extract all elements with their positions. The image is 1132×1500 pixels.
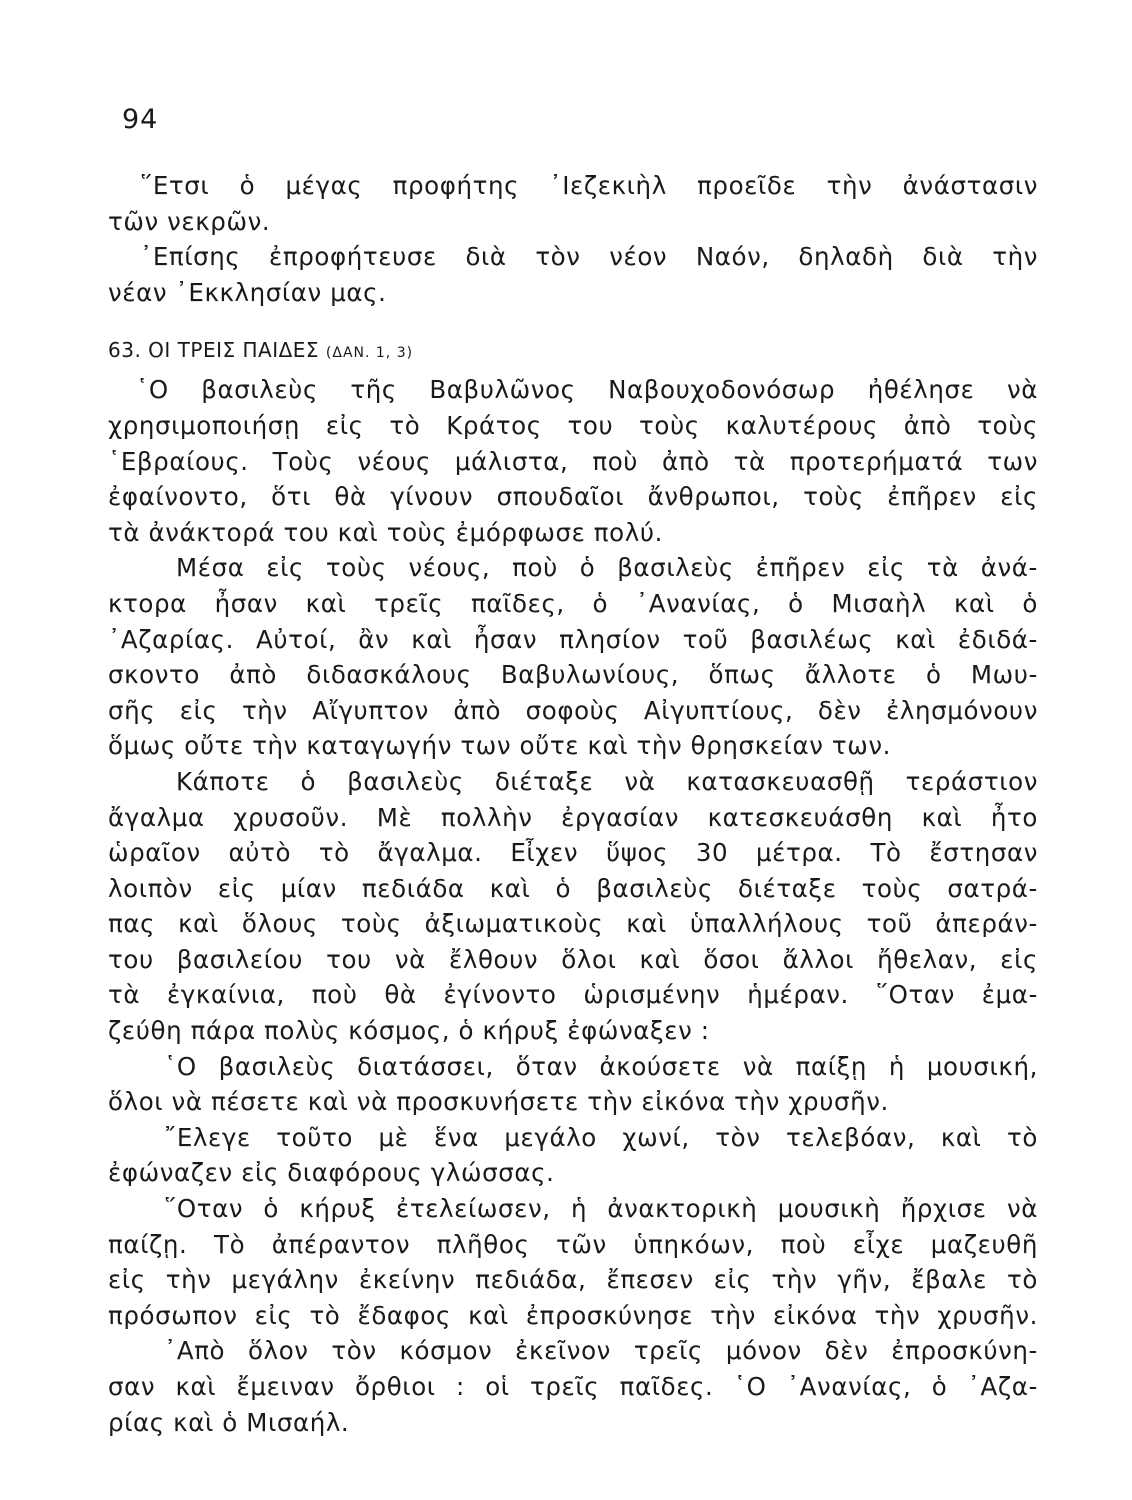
text-line: ᾿Αζαρίας. Αὐτοί, ἂν καὶ ἦσαν πλησίον τοῦ βασιλέως καὶ ἐδιδά- [108,624,1038,654]
text-line: ῞Ετσι ὁ μέγας προφήτης ᾿Ιεζεκιὴλ προεῖδε τὴν ἀνάστασιν [140,171,1038,200]
text-line: ῎Ελεγε τοῦτο μὲ ἕνα μεγάλο χωνί, τὸν τελεβόαν, καὶ τὸ [164,1122,1038,1152]
text-line: τὰ ἐγκαίνια, ποὺ θὰ ἐγίνοντο ὡρισμένην ἡμέραν. ῞Οταν ἐμα- [108,980,1038,1010]
text-line: ῾Ο βασιλεὺς διατάσσει, ὅταν ἀκούσετε νὰ παίξῃ ἡ μουσική, [164,1051,1038,1081]
text-line: ἐφαίνοντο, ὅτι θὰ γίνουν σπουδαῖοι ἄνθρωποι, τοὺς ἐπῆρεν εἰς [108,482,1038,512]
text-line: Κάποτε ὁ βασιλεὺς διέταξε νὰ κατασκευασθῇ τεράστιον [176,766,1038,796]
text-line: ῾Εβραίους. Τοὺς νέους μάλιστα, ποὺ ἀπὸ τὰ προτερήματά των [108,446,1038,476]
section-reference: (ΔΑΝ. 1, 3) [325,345,414,362]
text-line: τὰ ἀνάκτορά του καὶ τοὺς ἐμόρφωσε πολύ. [108,517,664,547]
text-line: ᾿Απὸ ὅλον τὸν κόσμον ἐκεῖνον τρεῖς μόνον δὲν ἐπροσκύνη- [164,1336,1038,1366]
text-line: ᾿Επίσης ἐπροφήτευσε διὰ τὸν νέον Ναόν, δηλαδὴ διὰ τὴν [140,242,1038,272]
text-line: Μέσα εἰς τοὺς νέους, ποὺ ὁ βασιλεὺς ἐπῆρεν εἰς τὰ ἀνά- [176,553,1038,583]
text-line: χρησιμοποιήσῃ εἰς τὸ Κράτος του τοὺς καλυτέρους ἀπὸ τοὺς [108,410,1038,440]
text-line: σκοντο ἀπὸ διδασκάλους Βαβυλωνίους, ὅπως ἄλλοτε ὁ Μωυ- [108,660,1038,690]
text-line: ὡραῖον αὐτὸ τὸ ἄγαλμα. Εἶχεν ὕψος 30 μέτρα. Τὸ ἔστησαν [108,838,1038,868]
text-line: λοιπὸν εἰς μίαν πεδιάδα καὶ ὁ βασιλεὺς διέταξε τοὺς σατρά- [108,873,1038,903]
text-line: ὅλοι νὰ πέσετε καὶ νὰ προσκυνήσετε τὴν εἰκόνα τὴν χρυσῆν. [108,1087,889,1117]
text-line: παίζῃ. Τὸ ἀπέραντον πλῆθος τῶν ὑπηκόων, ποὺ εἶχε μαζευθῆ [108,1229,1038,1259]
text-line: ζεύθη πάρα πολὺς κόσμος, ὁ κήρυξ ἐφώναξεν : [108,1016,710,1046]
text-line: ἐφώναζεν εἰς διαφόρους γλώσσας. [108,1158,555,1188]
text-line: νέαν ᾿Εκκλησίαν μας. [108,277,387,307]
section-heading [108,332,1038,368]
text-line: τῶν νεκρῶν. [108,206,271,236]
text-line: πας καὶ ὅλους τοὺς ἀξιωματικοὺς καὶ ὑπαλλήλους τοῦ ἀπεράν- [108,909,1038,939]
text-line: ἄγαλμα χρυσοῦν. Μὲ πολλὴν ἐργασίαν κατεσκευάσθη καὶ ἦτο [108,802,1038,832]
text-line: κτορα ἦσαν καὶ τρεῖς παῖδες, ὁ ᾿Ανανίας, ὁ Μισαὴλ καὶ ὁ [108,588,1038,618]
text-line: ὅμως οὔτε τὴν καταγωγήν των οὔτε καὶ τὴν θρησκείαν των. [108,731,892,761]
text-line: σαν καὶ ἔμειναν ὄρθιοι : οἱ τρεῖς παῖδες. ῾Ο ᾿Ανανίας, ὁ ᾿Αζα- [108,1372,1038,1401]
text-line: ῞Οταν ὁ κήρυξ ἐτελείωσεν, ἡ ἀνακτορικὴ μουσικὴ ἤρχισε νὰ [164,1194,1038,1224]
text-line: του βασιλείου του νὰ ἔλθουν ὅλοι καὶ ὅσοι ἄλλοι ἤθελαν, εἰς [108,944,1038,974]
page-number: 94 [122,104,159,135]
text-line: ρίας καὶ ὁ Μισαήλ. [108,1407,350,1437]
page-body [108,168,1038,1440]
text-line: σῆς εἰς τὴν Αἴγυπτον ἀπὸ σοφοὺς Αἰγυπτίους, δὲν ἐλησμόνουν [108,695,1038,725]
section-title: 63. ΟΙ ΤΡΕΙΣ ΠΑΙΔΕΣ [108,338,320,363]
text-line: ῾Ο βασιλεὺς τῆς Βαβυλῶνος Ναβουχοδονόσωρ ἠθέλησε νὰ [136,375,1038,405]
text-line: εἰς τὴν μεγάλην ἐκείνην πεδιάδα, ἔπεσεν εἰς τὴν γῆν, ἔβαλε τὸ [108,1265,1038,1295]
text-line: πρόσωπον εἰς τὸ ἔδαφος καὶ ἐπροσκύνησε τὴν εἰκόνα τὴν χρυσῆν. [108,1300,1038,1330]
